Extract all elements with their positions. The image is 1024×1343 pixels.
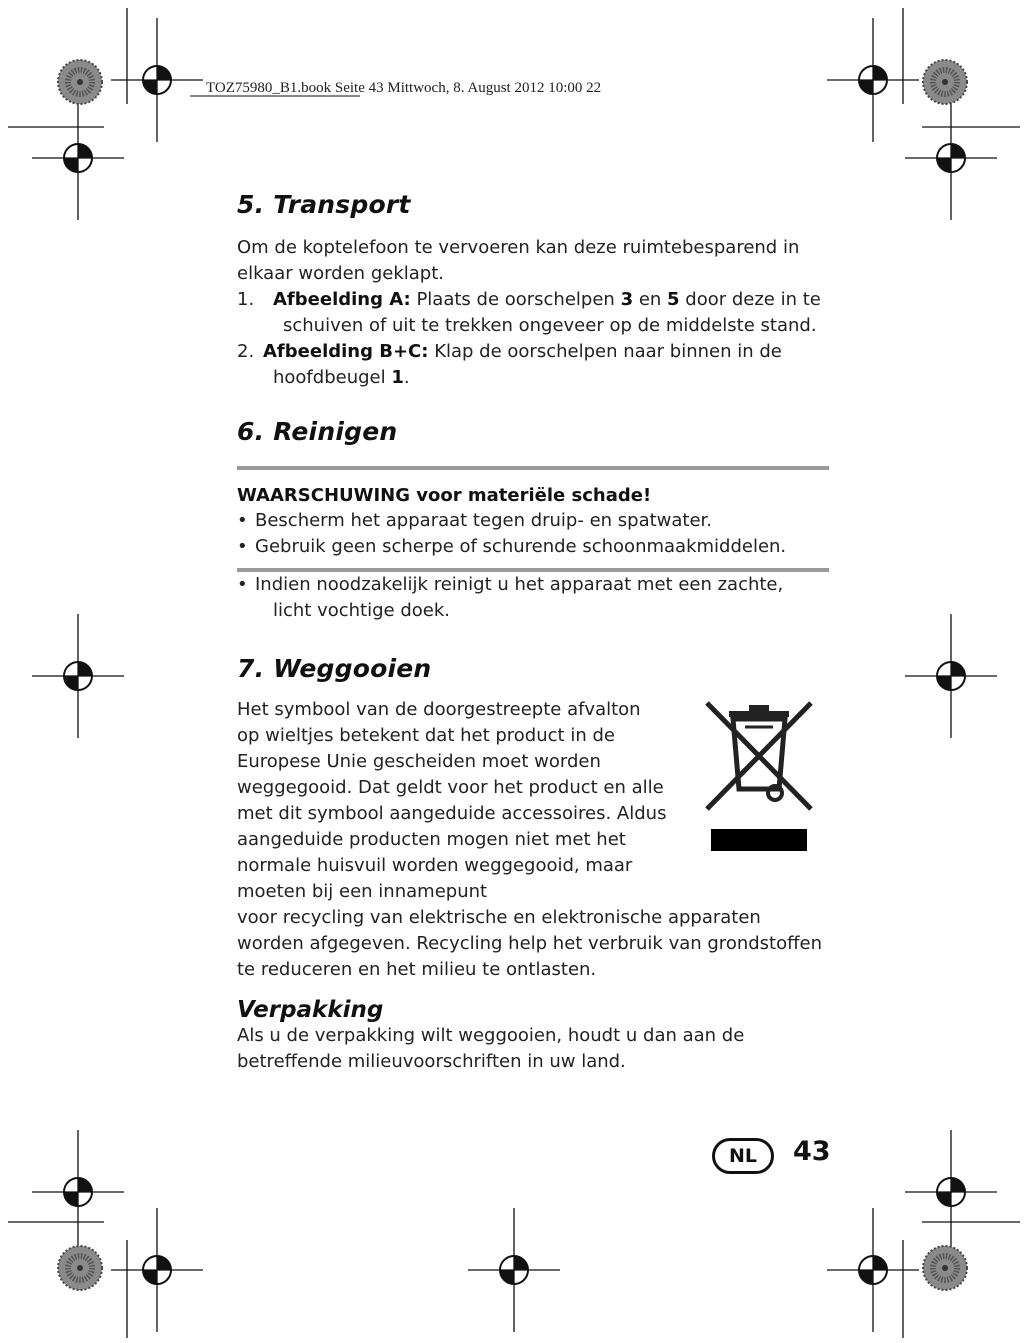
crossed-out-wheelie-bin-icon [699,697,819,857]
page-content [237,190,829,1075]
list-item: • Bescherm het apparaat tegen druip- en spatwater. [237,508,829,534]
step-continuation: hoofdbeugel 1. [273,367,410,388]
transport-steps [237,287,829,391]
step-continuation: schuiven of uit te trekken ongeveer op de middelste stand. [283,315,817,336]
disposal-block [237,697,829,983]
step-number: 1. [237,289,255,310]
verpakking-title: Verpakking [237,997,384,1023]
section-6-title: 6. Reinigen [237,417,398,446]
warning-box [237,466,829,572]
cleaning-list [237,572,829,624]
step-item: 1. Afbeelding A: Plaats de oorschelpen 3 en 5 door deze in te schuiven of uit te trekken ongeveer op de middelste stand. [237,287,829,339]
disposal-text-wrapped: Het symbool van de doorgestreepte afvalton op wieltjes betekent dat het product in de Europese Unie gescheiden moet worden weggegooid. Dat geldt voor het product en alle met dit symbool aangeduide accessoires. Aldus aangeduide producten mogen niet met het normale huisvuil worden weggegooid, maar moeten bij een innamepunt [237,699,667,902]
section-7-title: 7. Weggooien [237,654,432,683]
list-item: • Indien noodzakelijk reinigt u het apparaat met een zachte, licht vochtige doek. [237,572,829,624]
step-label: Afbeelding A: [273,289,411,310]
step-number: 2. [237,341,255,362]
verpakking-text: Als u de verpakking wilt weggooien, houdt u dan aan de betreffende milieuvoorschriften in uw land. [237,1025,745,1072]
section-5-intro: Om de koptelefoon te vervoeren kan deze ruimtebesparend in elkaar worden geklapt. [237,237,800,284]
warning-title: WAARSCHUWING voor materiële schade! [237,485,652,506]
language-badge: NL [712,1138,774,1174]
warning-list [237,508,829,560]
step-label: Afbeelding B+C: [263,341,429,362]
step-item: 2. Afbeelding B+C: Klap de oorschelpen naar binnen in de hoofdbeugel 1. [237,339,829,391]
section-5-title: 5. Transport [237,190,411,219]
page-number: 43 [793,1136,831,1167]
print-slug-line: TOZ75980_B1.book Seite 43 Mittwoch, 8. August 2012 10:00 22 [206,80,602,96]
disposal-text-full: voor recycling van elektrische en elektronische apparaten worden afgegeven. Recycling help het verbruik van grondstoffen te reduceren en het milieu te ontlasten. [237,907,822,980]
list-item: • Gebruik geen scherpe of schurende schoonmaakmiddelen. [237,534,829,560]
